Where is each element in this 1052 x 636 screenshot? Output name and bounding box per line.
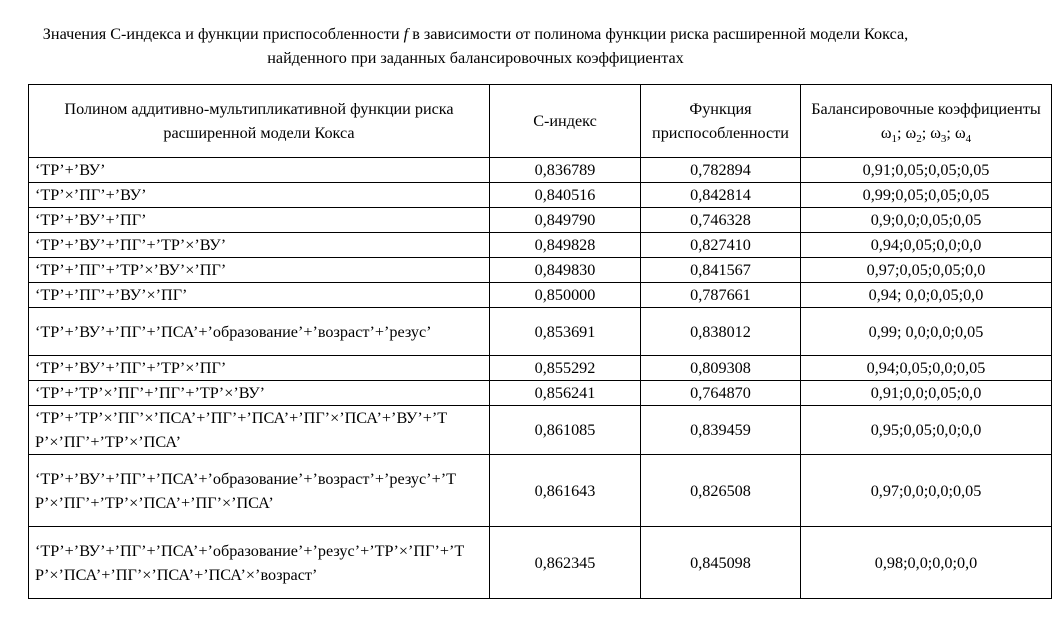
header-fitness: Функция приспособленности: [641, 85, 801, 158]
cell-coefficients: 0,98;0,0;0,0;0,0: [801, 527, 1052, 599]
cell-polynomial: ‘ТР’+’ВУ’+’ПГ’: [29, 208, 490, 233]
cell-fitness: 0,782894: [641, 158, 801, 183]
cell-coefficients: 0,94; 0,0;0,05;0,0: [801, 283, 1052, 308]
cell-polynomial: ‘ТР’+’ПГ’+’ТР’×’ВУ’×’ПГ’: [29, 258, 490, 283]
table-row: [29, 233, 1052, 258]
table-row: [29, 527, 1052, 599]
table-caption: [20, 22, 931, 70]
header-coef-sub-1: 1: [891, 133, 898, 146]
header-coef-sub-3: 3: [940, 133, 947, 146]
header-coefficients: Балансировочные коэффициенты $\omega_1$; $\omega_2$; $\omega_3$; $\omega_4$: [801, 85, 1052, 158]
cell-cindex: 0,853691: [490, 308, 641, 356]
cell-polynomial: ‘ТР’×’ПГ’+’ВУ’: [29, 183, 490, 208]
cell-polynomial: ‘ТР’+’ТР’×’ПГ’+’ПГ’+’ТР’×’ВУ’: [29, 381, 490, 406]
caption-text-start: Значения С-индекса и функции приспособленности: [42, 25, 404, 43]
cell-cindex: 0,855292: [490, 356, 641, 381]
table-header-row: [29, 85, 1052, 158]
cell-polynomial: ‘ТР’+’ПГ’+’ВУ’×’ПГ’: [29, 283, 490, 308]
cell-coefficients: 0,91;0,0;0,05;0,0: [801, 381, 1052, 406]
cell-cindex: 0,856241: [490, 381, 641, 406]
cell-fitness: 0,809308: [641, 356, 801, 381]
cell-fitness: 0,827410: [641, 233, 801, 258]
cell-cindex: 0,849790: [490, 208, 641, 233]
table-row: [29, 258, 1052, 283]
cell-polynomial: ‘ТР’+’ВУ’+’ПГ’+’ТР’×’ВУ’: [29, 233, 490, 258]
cell-cindex: 0,861085: [490, 406, 641, 455]
cell-fitness: 0,838012: [641, 308, 801, 356]
cell-cindex: 0,849830: [490, 258, 641, 283]
caption-fitness-symbol: f: [403, 25, 409, 43]
table-row: [29, 208, 1052, 233]
header-cindex: С-индекс: [490, 85, 641, 158]
cell-coefficients: 0,91;0,05;0,05;0,05: [801, 158, 1052, 183]
cell-polynomial: ‘ТР’+’ВУ’+’ПГ’+’ПСА’+’образование’+’резус’+’ТР’×’ПГ’+’ТР’×’ПСА’+’ПГ’×’ПСА’+’ПСА’×’возраст’: [29, 527, 490, 599]
cell-polynomial: ‘ТР’+’ВУ’+’ПГ’+’ПСА’+’образование’+’возраст’+’резус’+’ТР’×’ПГ’+’ТР’×’ПСА’+’ПГ’×’ПСА’: [29, 455, 490, 527]
cell-cindex: 0,850000: [490, 283, 641, 308]
cell-cindex: 0,836789: [490, 158, 641, 183]
table-row: [29, 183, 1052, 208]
cell-fitness: 0,826508: [641, 455, 801, 527]
cell-cindex: 0,862345: [490, 527, 641, 599]
cell-polynomial: ‘ТР’+’ВУ’: [29, 158, 490, 183]
header-coef-sub-4: 4: [965, 133, 972, 146]
cell-fitness: 0,845098: [641, 527, 801, 599]
table-row: [29, 455, 1052, 527]
cell-coefficients: 0,97;0,05;0,05;0,0: [801, 258, 1052, 283]
cell-coefficients: 0,9;0,0;0,05;0,05: [801, 208, 1052, 233]
cell-polynomial: ‘ТР’+’ВУ’+’ПГ’+’ПСА’+’образование’+’возраст’+’резус’: [29, 308, 490, 356]
cell-cindex: 0,849828: [490, 233, 641, 258]
table-body: [29, 158, 1052, 599]
cell-fitness: 0,839459: [641, 406, 801, 455]
table-row: [29, 406, 1052, 455]
table-row: [29, 381, 1052, 406]
cell-coefficients: 0,94;0,05;0,0;0,0: [801, 233, 1052, 258]
cell-fitness: 0,787661: [641, 283, 801, 308]
table-row: [29, 308, 1052, 356]
cell-coefficients: 0,99; 0,0;0,0;0,05: [801, 308, 1052, 356]
table-row: [29, 283, 1052, 308]
cell-fitness: 0,764870: [641, 381, 801, 406]
cell-fitness: 0,746328: [641, 208, 801, 233]
cell-fitness: 0,842814: [641, 183, 801, 208]
header-coef-sub-2: 2: [916, 133, 922, 146]
cell-cindex: 0,861643: [490, 455, 641, 527]
cell-cindex: 0,840516: [490, 183, 641, 208]
table-row: [29, 356, 1052, 381]
cell-coefficients: 0,95;0,05;0,0;0,0: [801, 406, 1052, 455]
cell-coefficients: 0,99;0,05;0,05;0,05: [801, 183, 1052, 208]
caption-text-end: в зависимости от полинома функции риска расширенной модели Кокса, найденного при заданных балансировочных коэффициентах: [267, 25, 909, 67]
cell-fitness: 0,841567: [641, 258, 801, 283]
results-table: [28, 84, 1052, 599]
header-coef-label: Балансировочные коэффициенты ω: [811, 99, 1041, 142]
cell-polynomial: ‘ТР’+’ТР’×’ПГ’×’ПСА’+’ПГ’+’ПСА’+’ПГ’×’ПСА’+’ВУ’+’ТР’×’ПГ’+’ТР’×’ПСА’: [29, 406, 490, 455]
header-polynomial: Полином аддитивно-мультипликативной функции риска расширенной модели Кокса: [29, 85, 490, 158]
table-row: [29, 158, 1052, 183]
cell-polynomial: ‘ТР’+’ВУ’+’ПГ’+’ТР’×’ПГ’: [29, 356, 490, 381]
cell-coefficients: 0,97;0,0;0,0;0,05: [801, 455, 1052, 527]
cell-coefficients: 0,94;0,05;0,0;0,05: [801, 356, 1052, 381]
